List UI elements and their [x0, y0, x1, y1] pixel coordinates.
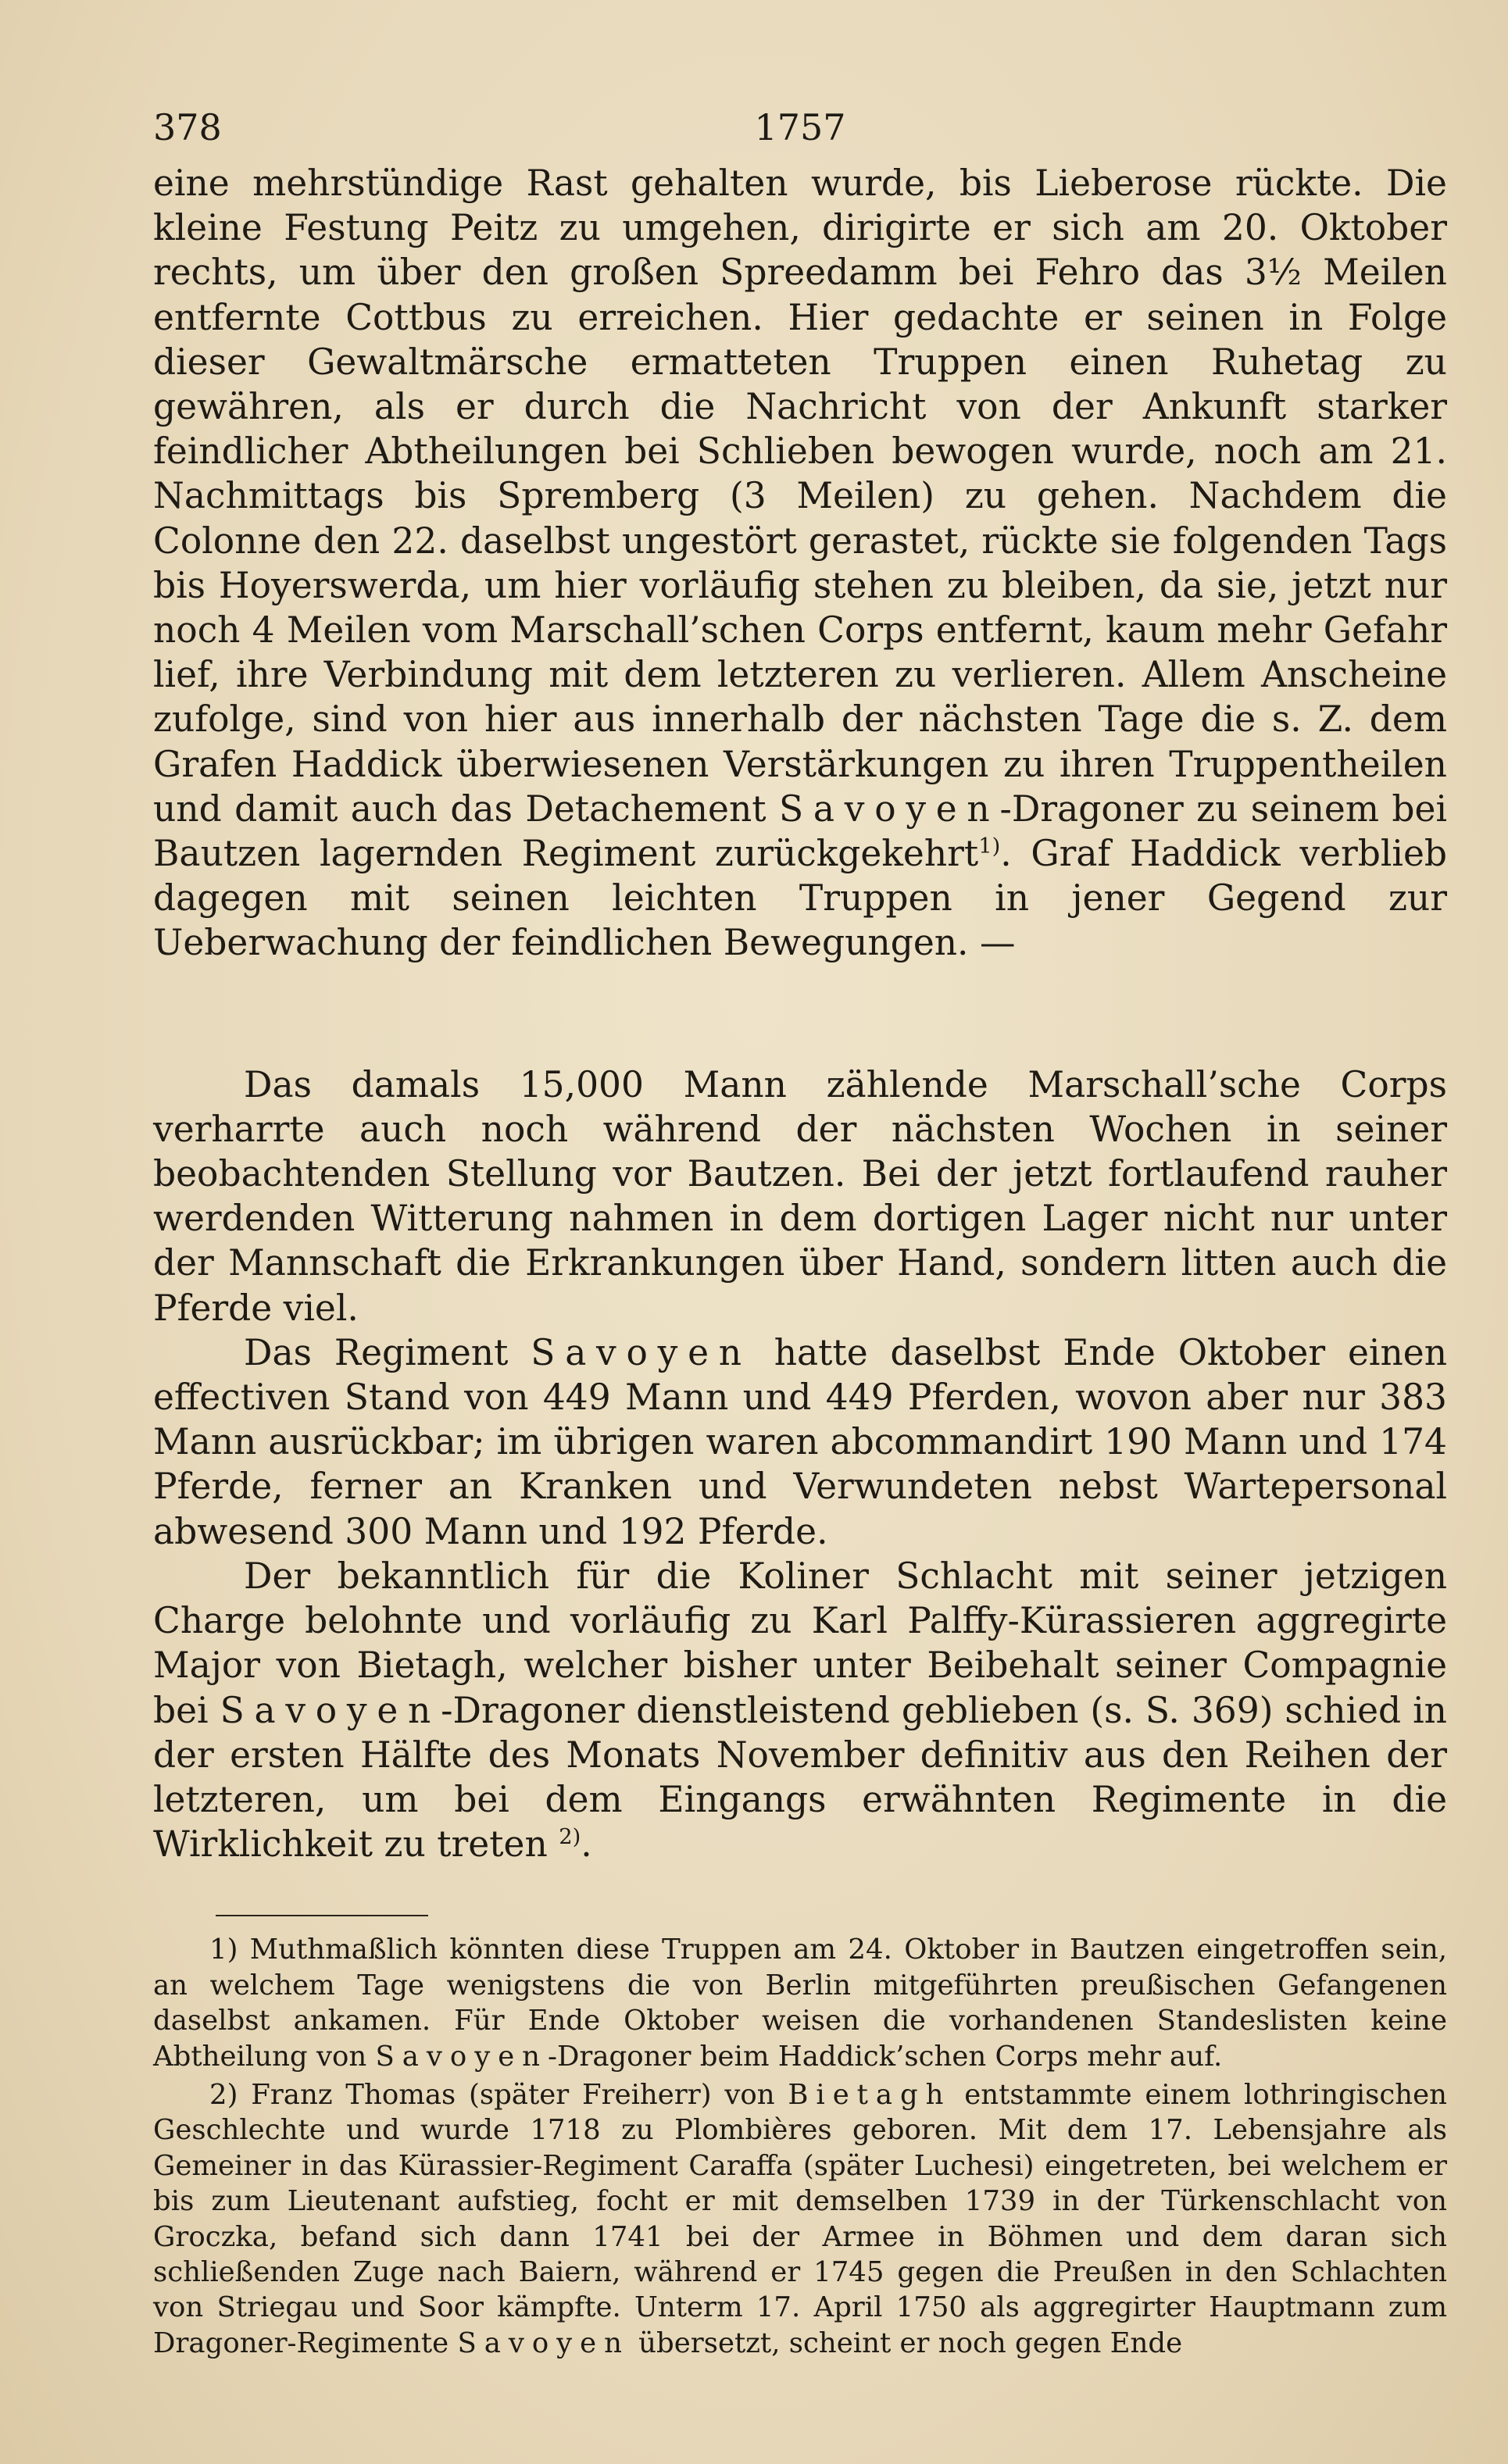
- footnote-ref: 1): [978, 834, 1001, 859]
- body-text: [153, 161, 1447, 1866]
- text-run: Das damals 15,000 Mann zählende Marschall’sche Corps verharrte auch noch während der nächsten Wochen in seiner beobachtenden Stellung vor Bautzen. Bei der jetzt fortlaufend rauher werdenden Witterung nahmen in dem dortigen Lager nicht nur unter der Mannschaft die Erkrankungen über Hand, sondern litten auch die Pferde viel.: [153, 1063, 1447, 1329]
- text-run: eine mehrstündige Rast gehalten wurde, bis Lieberose rückte. Die kleine Festung Peitz zu umgehen, dirigirte er sich am 20. Oktober rechts, um über den großen Spreedamm bei Fehro das 3½ Meilen entfernte Cottbus zu erreichen. Hier gedachte er seinen in Folge dieser Gewaltmärsche ermatteten Truppen einen Ruhetag zu gewähren, als er durch die Nachricht von der Ankunft starker feindlicher Abtheilungen bei Schlieben bewogen wurde, noch am 21. Nachmittags bis Spremberg (3 Meilen) zu gehen. Nachdem die Colonne den 22. daselbst ungestört gerastet, rückte sie folgenden Tags bis Hoyerswerda, um hier vorläufig stehen zu bleiben, da sie, jetzt nur noch 4 Meilen vom Marschall’schen Corps entfernt, kaum mehr Gefahr lief, ihre Verbindung mit dem letzteren zu verlieren. Allem Anscheine zufolge, sind von hier aus innerhalb der nächsten Tage die s. Z. dem Grafen Haddick überwiesenen Verstärkungen zu ihren Truppentheilen und damit auch das Detachement: [153, 162, 1447, 830]
- footnote: [153, 2077, 1447, 2361]
- text-run: Der bekanntlich für die Koliner Schlacht mit seiner jetzigen Charge belohnte und vorläufig zu Karl Palffy-Kürassieren aggregirte Major von Bietagh, welcher bisher unter Beibehalt seiner Compagnie bei: [153, 1555, 1447, 1731]
- text-run: entstammte einem lothringischen Geschlechte und wurde 1718 zu Plombières geboren. Mit dem 17. Lebensjahre als Gemeiner in das Kürassier-Regiment Caraffa (später Luchesi) eingetreten, bei welchem er bis zum Lieutenant aufstieg, focht er mit demselben 1739 in der Türkenschlacht von Groczka, befand sich dann 1741 bei der Armee in Böhmen und dem daran sich schließenden Zuge nach Baiern, während er 1745 gegen die Preußen in den Schlachten von Striegau und Soor kämpfte. Unterm 17. April 1750 als aggregirter Hauptmann zum Dragoner-Regimente: [153, 2078, 1447, 2359]
- text-run: -Dragoner zu seinem bei Bautzen lagernden Regiment zurückgekehrt: [153, 787, 1447, 875]
- spaced-name: Savoyen: [531, 1331, 752, 1373]
- footnote: [153, 1932, 1447, 2074]
- spaced-name: Savoyen: [375, 2040, 548, 2073]
- footnote-divider: [216, 1915, 428, 1916]
- running-head: [153, 92, 1447, 161]
- spaced-name: Savoyen: [778, 787, 1000, 830]
- footnotes: [153, 1932, 1447, 2361]
- book-page: [153, 92, 1447, 2361]
- paragraph: [153, 1330, 1447, 1554]
- paragraph: [153, 1554, 1447, 1866]
- spaced-name: Bietagh: [788, 2078, 952, 2111]
- text-run: . Graf Haddick verblieb dagegen mit seinen leichten Truppen in jener Gegend zur Ueberwachung der feindlichen Bewegungen. —: [153, 833, 1447, 964]
- text-run: -Dragoner dienstleistend geblieben (s. S. 369) schied in der ersten Hälfte des Monats November definitiv aus den Reihen der letzteren, um bei dem Eingangs erwähnten Regimente in die Wirklichkeit zu treten: [153, 1689, 1447, 1866]
- page-number: 378: [153, 106, 222, 148]
- text-run: .: [581, 1823, 592, 1866]
- footnote-ref: 2): [559, 1824, 581, 1849]
- text-run: 1) Muthmaßlich könnten diese Truppen am 24. Oktober in Bautzen eingetroffen sein, an welchem Tage wenigstens die von Berlin mitgeführten preußischen Gefangenen daselbst ankamen. Für Ende Oktober weisen die vorhandenen Standeslisten keine Abtheilung von: [153, 1934, 1447, 2073]
- paragraph: [153, 1062, 1447, 1330]
- text-run: Das Regiment: [244, 1331, 531, 1373]
- text-run: -Dragoner beim Haddick’schen Corps mehr auf.: [547, 2040, 1223, 2073]
- paragraph: [153, 161, 1447, 966]
- text-run: übersetzt, scheint er noch gegen Ende: [629, 2327, 1183, 2359]
- text-run: 2) Franz Thomas (später Freiherr) von: [209, 2078, 788, 2111]
- spaced-name: Savoyen: [220, 1689, 441, 1731]
- section-gap: [153, 966, 1447, 1062]
- spaced-name: Savoyen: [457, 2327, 630, 2359]
- year-header: 1757: [754, 106, 846, 148]
- text-run: hatte daselbst Ende Oktober einen effectiven Stand von 449 Mann und 449 Pferden, wovon aber nur 383 Mann ausrückbar; im übrigen waren abcommandirt 190 Mann und 174 Pferde, ferner an Kranken und Verwundeten nebst Wartepersonal abwesend 300 Mann und 192 Pferde.: [153, 1331, 1447, 1552]
